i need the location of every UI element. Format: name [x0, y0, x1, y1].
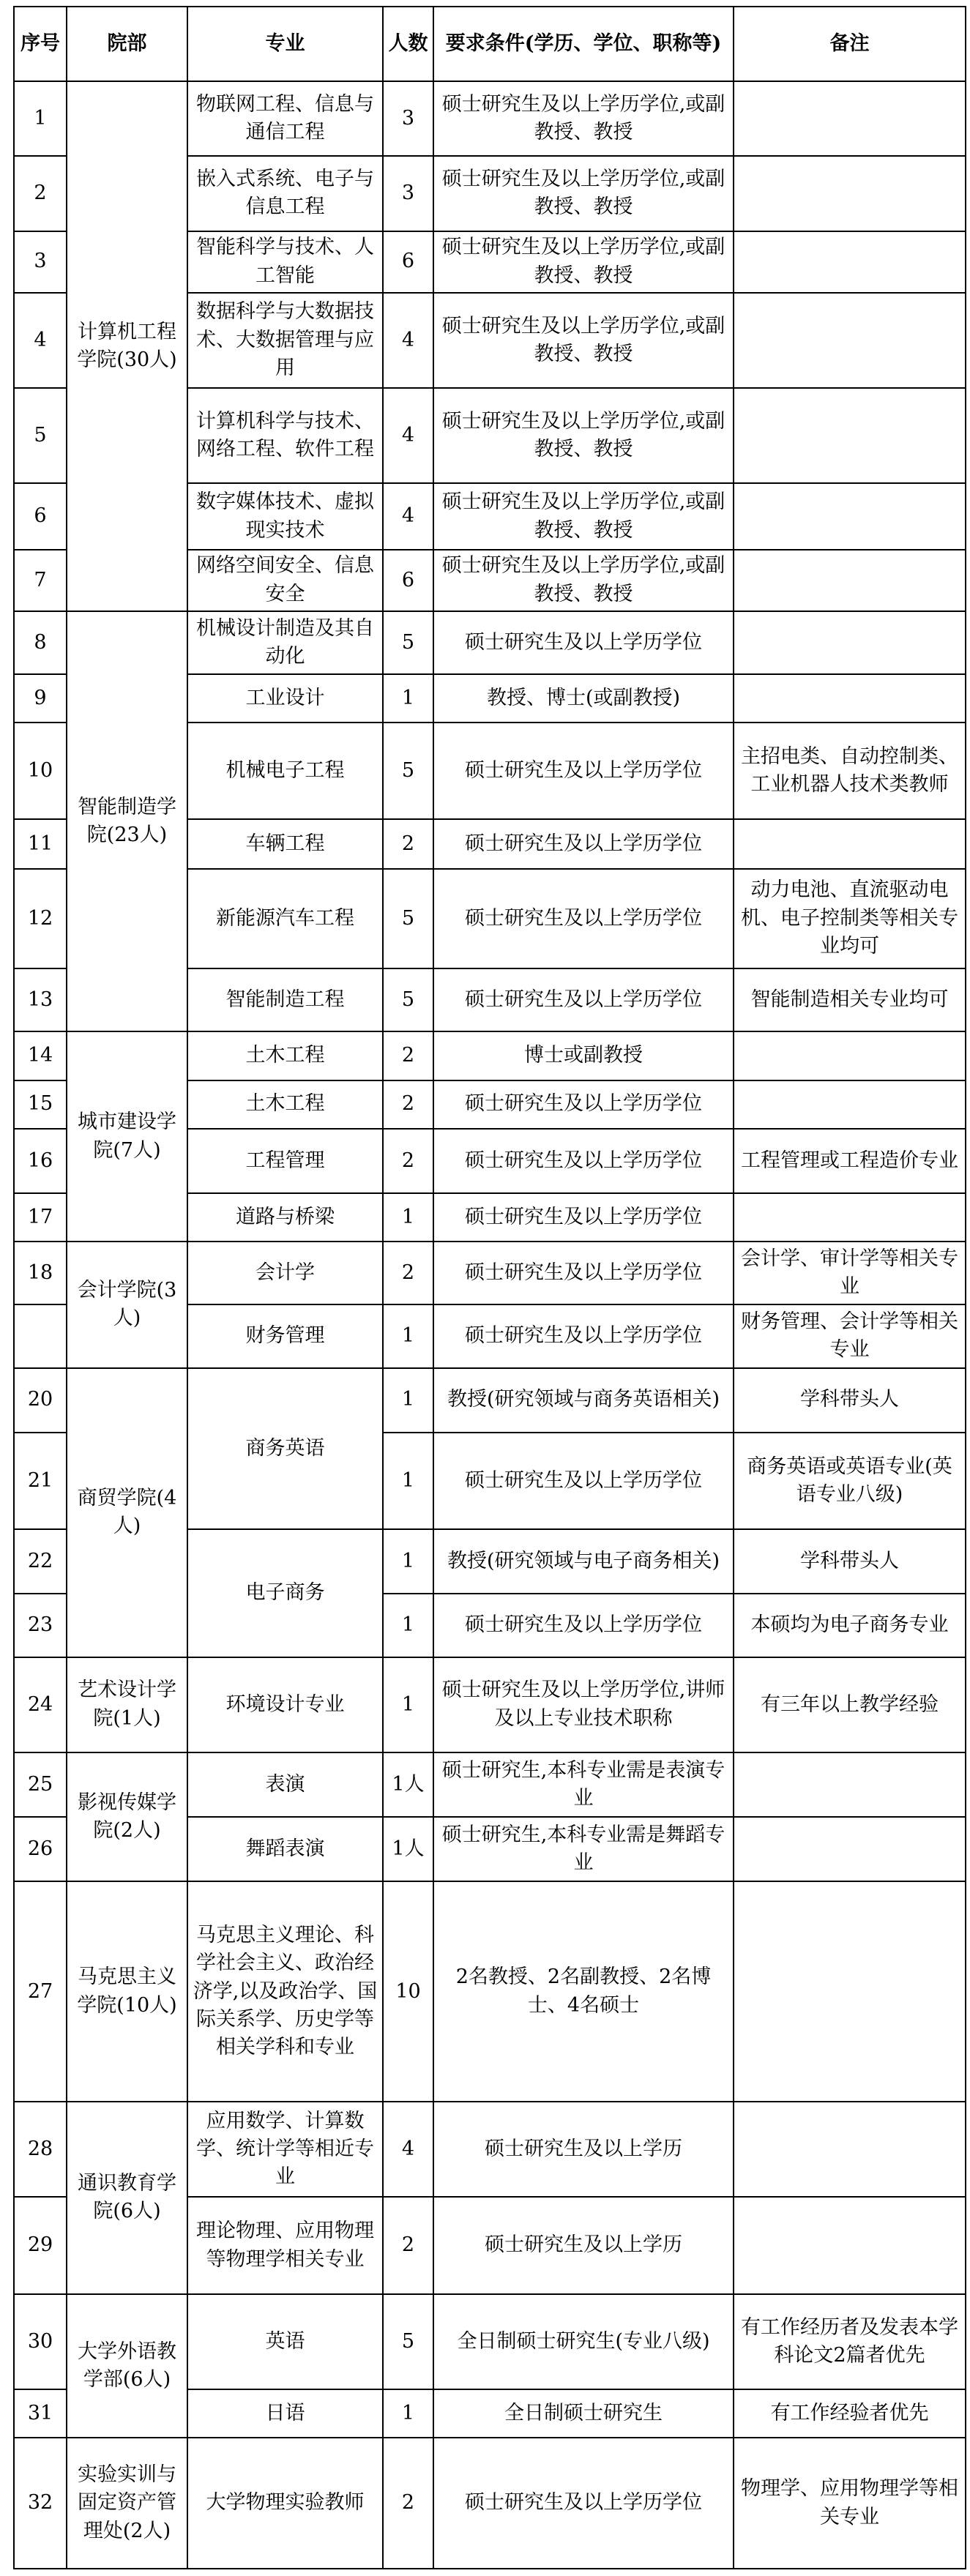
- row-no: 27: [14, 1881, 67, 2102]
- major-cell: 智能科学与技术、人工智能: [187, 231, 383, 293]
- row-no: 15: [14, 1080, 67, 1129]
- row-no: 8: [14, 611, 67, 674]
- req-cell: 硕士研究生及以上学历学位: [433, 611, 734, 674]
- major-cell: 数据科学与大数据技术、大数据管理与应用: [187, 293, 383, 388]
- row-no: 10: [14, 723, 67, 818]
- header-req: 要求条件(学历、学位、职称等): [433, 7, 734, 81]
- row-no: 24: [14, 1657, 67, 1752]
- req-cell: 硕士研究生及以上学历学位,或副教授、教授: [433, 231, 734, 293]
- note-cell: [734, 293, 966, 388]
- req-cell: 硕士研究生及以上学历学位: [433, 869, 734, 968]
- count-cell: 2: [383, 1129, 433, 1193]
- note-cell: 工程管理或工程造价专业: [734, 1129, 966, 1193]
- major-cell: 土木工程: [187, 1031, 383, 1080]
- row-no: 13: [14, 968, 67, 1031]
- major-cell: 机械设计制造及其自动化: [187, 611, 383, 674]
- table-row: [14, 81, 966, 156]
- row-no: 12: [14, 869, 67, 968]
- note-cell: [734, 156, 966, 231]
- major-cell: 车辆工程: [187, 819, 383, 869]
- row-no: 5: [14, 388, 67, 483]
- count-cell: 4: [383, 388, 433, 483]
- count-cell: 5: [383, 968, 433, 1031]
- req-cell: 硕士研究生及以上学历学位: [433, 1129, 734, 1193]
- major-cell: 机械电子工程: [187, 723, 383, 818]
- major-cell: 舞蹈表演: [187, 1817, 383, 1881]
- row-no: 3: [14, 231, 67, 293]
- count-cell: 2: [383, 1080, 433, 1129]
- major-cell: 新能源汽车工程: [187, 869, 383, 968]
- major-cell: 智能制造工程: [187, 968, 383, 1031]
- row-no: 1: [14, 81, 67, 156]
- row-no: 18: [14, 1242, 67, 1304]
- req-cell: 硕士研究生及以上学历学位,或副教授、教授: [433, 81, 734, 156]
- note-cell: 学科带头人: [734, 1529, 966, 1594]
- count-cell: 5: [383, 723, 433, 818]
- table-row: [14, 611, 966, 674]
- table-row: [14, 1657, 966, 1752]
- note-cell: [734, 550, 966, 611]
- req-cell: 教授、博士(或副教授): [433, 674, 734, 723]
- dept-cell: 马克思主义学院(10人): [67, 1881, 187, 2102]
- note-cell: 本硕均为电子商务专业: [734, 1594, 966, 1657]
- row-no: 4: [14, 293, 67, 388]
- note-cell: [734, 819, 966, 869]
- count-cell: 1: [383, 1304, 433, 1367]
- count-cell: 2: [383, 1242, 433, 1304]
- note-cell: [734, 1881, 966, 2102]
- count-cell: 4: [383, 2102, 433, 2197]
- req-cell: 教授(研究领域与电子商务相关): [433, 1529, 734, 1594]
- req-cell: 硕士研究生及以上学历学位,或副教授、教授: [433, 388, 734, 483]
- note-cell: [734, 388, 966, 483]
- row-no: 20: [14, 1368, 67, 1433]
- major-cell: 日语: [187, 2389, 383, 2438]
- count-cell: 4: [383, 293, 433, 388]
- count-cell: 6: [383, 231, 433, 293]
- count-cell: 2: [383, 819, 433, 869]
- major-cell: 马克思主义理论、科学社会主义、政治经济学,以及政治学、国际关系学、历史学等相关学科和专业: [187, 1881, 383, 2102]
- req-cell: 硕士研究生,本科专业需是表演专业: [433, 1752, 734, 1817]
- count-cell: 1人: [383, 1752, 433, 1817]
- major-cell: 土木工程: [187, 1080, 383, 1129]
- dept-cell: 艺术设计学院(1人): [67, 1657, 187, 1752]
- count-cell: 3: [383, 156, 433, 231]
- dept-cell: 计算机工程学院(30人): [67, 81, 187, 611]
- major-cell: 应用数学、计算数学、统计学等相近专业: [187, 2102, 383, 2197]
- note-cell: [734, 674, 966, 723]
- dept-cell: 商贸学院(4人): [67, 1368, 187, 1657]
- major-cell: 电子商务: [187, 1529, 383, 1657]
- note-cell: [734, 2102, 966, 2197]
- dept-cell: 影视传媒学院(2人): [67, 1752, 187, 1881]
- req-cell: 硕士研究生及以上学历: [433, 2197, 734, 2293]
- major-cell: 商务英语: [187, 1368, 383, 1530]
- req-cell: 硕士研究生及以上学历学位,或副教授、教授: [433, 483, 734, 549]
- major-cell: 物联网工程、信息与通信工程: [187, 81, 383, 156]
- req-cell: 硕士研究生及以上学历学位: [433, 723, 734, 818]
- req-cell: 全日制硕士研究生: [433, 2389, 734, 2438]
- req-cell: 硕士研究生及以上学历学位: [433, 1193, 734, 1242]
- major-cell: 网络空间安全、信息安全: [187, 550, 383, 611]
- dept-cell: 城市建设学院(7人): [67, 1031, 187, 1242]
- dept-cell: 通识教育学院(6人): [67, 2102, 187, 2294]
- row-no: 31: [14, 2389, 67, 2438]
- req-cell: 硕士研究生及以上学历学位: [433, 819, 734, 869]
- table-row: [14, 2294, 966, 2389]
- count-cell: 5: [383, 611, 433, 674]
- note-cell: 物理学、应用物理学等相关专业: [734, 2438, 966, 2569]
- count-cell: 1人: [383, 1817, 433, 1881]
- note-cell: [734, 1080, 966, 1129]
- req-cell: 硕士研究生及以上学历学位: [433, 968, 734, 1031]
- req-cell: 硕士研究生及以上学历学位: [433, 1304, 734, 1367]
- note-cell: [734, 1752, 966, 1817]
- row-no: 23: [14, 1594, 67, 1657]
- major-cell: 工程管理: [187, 1129, 383, 1193]
- req-cell: 全日制硕士研究生(专业八级): [433, 2294, 734, 2389]
- req-cell: 教授(研究领域与商务英语相关): [433, 1368, 734, 1433]
- note-cell: 智能制造相关专业均可: [734, 968, 966, 1031]
- note-cell: 有三年以上教学经验: [734, 1657, 966, 1752]
- count-cell: 10: [383, 1881, 433, 2102]
- row-no: 16: [14, 1129, 67, 1193]
- note-cell: 财务管理、会计学等相关专业: [734, 1304, 966, 1367]
- row-no: 11: [14, 819, 67, 869]
- row-no: 28: [14, 2102, 67, 2197]
- count-cell: 1: [383, 1368, 433, 1433]
- note-cell: 动力电池、直流驱动电机、电子控制类等相关专业均可: [734, 869, 966, 968]
- req-cell: 硕士研究生及以上学历学位,讲师及以上专业技术职称: [433, 1657, 734, 1752]
- count-cell: 5: [383, 869, 433, 968]
- req-cell: 硕士研究生及以上学历学位,或副教授、教授: [433, 293, 734, 388]
- major-cell: 道路与桥梁: [187, 1193, 383, 1242]
- count-cell: 4: [383, 483, 433, 549]
- note-cell: 主招电类、自动控制类、工业机器人技术类教师: [734, 723, 966, 818]
- req-cell: 博士或副教授: [433, 1031, 734, 1080]
- count-cell: 6: [383, 550, 433, 611]
- header-no: 序号: [14, 7, 67, 81]
- note-cell: [734, 611, 966, 674]
- req-cell: 硕士研究生及以上学历学位: [433, 1242, 734, 1304]
- count-cell: 1: [383, 1594, 433, 1657]
- req-cell: 2名教授、2名副教授、2名博士、4名硕士: [433, 1881, 734, 2102]
- row-no: 32: [14, 2438, 67, 2569]
- header-major: 专业: [187, 7, 383, 81]
- req-cell: 硕士研究生及以上学历: [433, 2102, 734, 2197]
- note-cell: [734, 1031, 966, 1080]
- header-row: [14, 7, 966, 81]
- major-cell: 表演: [187, 1752, 383, 1817]
- row-no: 21: [14, 1433, 67, 1529]
- row-no: 7: [14, 550, 67, 611]
- note-cell: [734, 2197, 966, 2293]
- major-cell: 理论物理、应用物理等物理学相关专业: [187, 2197, 383, 2293]
- dept-cell: 实验实训与固定资产管理处(2人): [67, 2438, 187, 2569]
- table-row: [14, 1881, 966, 2102]
- count-cell: 5: [383, 2294, 433, 2389]
- req-cell: 硕士研究生及以上学历学位: [433, 1433, 734, 1529]
- row-no: 25: [14, 1752, 67, 1817]
- table-row: [14, 1031, 966, 1080]
- req-cell: 硕士研究生,本科专业需是舞蹈专业: [433, 1817, 734, 1881]
- table-row: [14, 1368, 966, 1433]
- table-row: [14, 2102, 966, 2197]
- row-no: 17: [14, 1193, 67, 1242]
- note-cell: 学科带头人: [734, 1368, 966, 1433]
- note-cell: [734, 1193, 966, 1242]
- row-no: 14: [14, 1031, 67, 1080]
- row-no: 30: [14, 2294, 67, 2389]
- table-row: [14, 1242, 966, 1304]
- note-cell: 商务英语或英语专业(英语专业八级): [734, 1433, 966, 1529]
- dept-cell: 智能制造学院(23人): [67, 611, 187, 1031]
- count-cell: 1: [383, 1433, 433, 1529]
- dept-cell: 会计学院(3人): [67, 1242, 187, 1367]
- note-cell: [734, 1817, 966, 1881]
- count-cell: 1: [383, 1657, 433, 1752]
- table-row: [14, 1752, 966, 1817]
- req-cell: 硕士研究生及以上学历学位: [433, 2438, 734, 2569]
- row-no: 6: [14, 483, 67, 549]
- note-cell: [734, 483, 966, 549]
- row-no: [14, 1304, 67, 1367]
- major-cell: 数字媒体技术、虚拟现实技术: [187, 483, 383, 549]
- major-cell: 嵌入式系统、电子与信息工程: [187, 156, 383, 231]
- note-cell: [734, 81, 966, 156]
- row-no: 22: [14, 1529, 67, 1594]
- count-cell: 1: [383, 2389, 433, 2438]
- note-cell: [734, 231, 966, 293]
- req-cell: 硕士研究生及以上学历学位: [433, 1080, 734, 1129]
- count-cell: 1: [383, 1529, 433, 1594]
- req-cell: 硕士研究生及以上学历学位,或副教授、教授: [433, 156, 734, 231]
- dept-cell: 大学外语教学部(6人): [67, 2294, 187, 2438]
- count-cell: 2: [383, 2438, 433, 2569]
- note-cell: 有工作经验者优先: [734, 2389, 966, 2438]
- major-cell: 工业设计: [187, 674, 383, 723]
- major-cell: 财务管理: [187, 1304, 383, 1367]
- row-no: 9: [14, 674, 67, 723]
- count-cell: 1: [383, 1193, 433, 1242]
- count-cell: 2: [383, 1031, 433, 1080]
- req-cell: 硕士研究生及以上学历学位,或副教授、教授: [433, 550, 734, 611]
- header-dept: 院部: [67, 7, 187, 81]
- major-cell: 英语: [187, 2294, 383, 2389]
- note-cell: 会计学、审计学等相关专业: [734, 1242, 966, 1304]
- count-cell: 3: [383, 81, 433, 156]
- major-cell: 环境设计专业: [187, 1657, 383, 1752]
- count-cell: 1: [383, 674, 433, 723]
- row-no: 26: [14, 1817, 67, 1881]
- major-cell: 计算机科学与技术、网络工程、软件工程: [187, 388, 383, 483]
- row-no: 2: [14, 156, 67, 231]
- header-note: 备注: [734, 7, 966, 81]
- note-cell: 有工作经历者及发表本学科论文2篇者优先: [734, 2294, 966, 2389]
- header-count: 人数: [383, 7, 433, 81]
- req-cell: 硕士研究生及以上学历学位: [433, 1594, 734, 1657]
- recruitment-table: [13, 6, 966, 2569]
- count-cell: 2: [383, 2197, 433, 2293]
- row-no: 29: [14, 2197, 67, 2293]
- table-row: [14, 2438, 966, 2569]
- major-cell: 大学物理实验教师: [187, 2438, 383, 2569]
- major-cell: 会计学: [187, 1242, 383, 1304]
